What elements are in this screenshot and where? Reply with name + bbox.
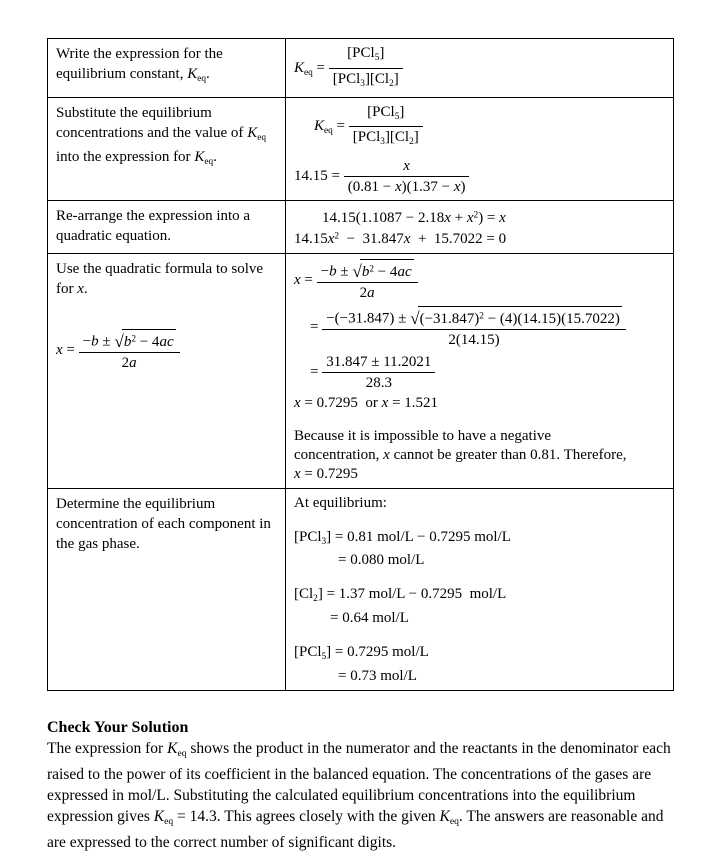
table-row (48, 39, 674, 98)
content-line: 14.15 = $\frac{x}{(0.81 - x)(1.37 - x)}$ (294, 157, 665, 196)
content-line: Substitute the equilibrium concentrations and the value of $K_{eq}$ into the expression for $K_{eq}$. (56, 104, 270, 168)
fraction: $\frac{[PCl_5]}{[PCl_3][Cl_2]}$ (349, 103, 423, 152)
check-your-solution-section (47, 717, 674, 853)
content-line: $K_{eq}$ = $\frac{[PCl_5]}{[PCl_3][Cl_2]}$ (294, 44, 665, 93)
content-line: $[Cl_2] = 1.37$ mol/L − 0.7295 mol/L (294, 586, 507, 605)
check-your-solution-heading: Check Your Solution (47, 719, 189, 737)
content-line: [PCl$_5$] = 0.7295 mol/L (294, 644, 429, 663)
step-work-cell (286, 254, 674, 488)
content-line: x = 0.7295 or x = 1.521 (294, 394, 439, 411)
content-line: At equilibrium: (294, 494, 387, 511)
content-line: = 0.73 mol/L (338, 668, 417, 685)
content-line: = $\frac{31.847 \pm 11.2021}{28.3}$ (294, 353, 665, 392)
check-your-solution-text: The expression for $K_{eq}$ shows the product in the numerator and the reactants in the denominator each raised to the power of its coefficient in the balanced equation. The concentrations of the gases are expressed in mol/L. Substituting the calculated equilibrium concentrations into the equilibrium expression gives $K_{eq} = 14.3$. This agrees closely with the given $K_{eq}$. The answers are reasonable and are expressed to the correct number of significant digits. (47, 740, 671, 851)
square-root: $√b^2 - 4ac$ (352, 259, 413, 281)
fraction: $\frac{-b \pm √b^2 - 4ac}{2a}$ (317, 259, 418, 302)
content-line: = $\frac{-(-31.847) \pm √(-31.847)^2 - (4)(14.15)(15.7022)}{2(14.15)}$ (294, 306, 665, 349)
solution-steps-table (47, 38, 674, 691)
radical-sign-icon: √ (114, 332, 124, 352)
step-description-cell (48, 488, 286, 690)
square-root: $√(-31.847)^2 - (4)(14.15)(15.7022)$ (410, 306, 622, 328)
step-work-cell (286, 39, 674, 98)
square-root: $√b^2 - 4ac$ (114, 329, 175, 351)
table-row (48, 254, 674, 488)
content-line: Use the quadratic formula to solve for x. (56, 261, 267, 298)
table-row (48, 97, 674, 201)
step-description-cell (48, 201, 286, 254)
step-work-cell (286, 488, 674, 690)
fraction: $\frac{[PCl_5]}{[PCl_3][Cl_2]}$ (329, 44, 403, 93)
content-line: $14.15x^2 - 31.847x + 15.7022 = 0$ (294, 231, 507, 248)
table-row (48, 488, 674, 690)
step-work-cell (286, 97, 674, 201)
content-line: Determine the equilibrium concentration of each component in the gas phase. (56, 495, 275, 552)
content-line: x = 0.7295 (294, 465, 358, 482)
table-row (48, 201, 674, 254)
fraction: $\frac{-(-31.847) \pm √(-31.847)^2 - (4)(14.15)(15.7022)}{2(14.15)}$ (322, 306, 626, 349)
content-line: x = $\frac{-b \pm √b^2 - 4ac}{2a}$ (294, 259, 665, 302)
content-line: Re-arrange the expression into a quadratic equation. (56, 208, 254, 245)
content-line: = 0.080 mol/L (338, 552, 425, 569)
content-line: $K_{eq}$ = $\frac{[PCl_5]}{[PCl_3][Cl_2]}$ (294, 103, 665, 152)
content-line: [PCl$_3$] = 0.81 mol/L − 0.7295 mol/L (294, 528, 511, 547)
fraction: $\frac{x}{(0.81 - x)(1.37 - x)}$ (344, 157, 470, 196)
radical-sign-icon: √ (410, 308, 420, 328)
step-description-cell (48, 39, 286, 98)
content-line: Because it is impossible to have a negative (294, 427, 552, 444)
content-line: Write the expression for the equilibrium constant, $K_{eq}$. (56, 46, 227, 84)
step-description-cell (48, 254, 286, 488)
fraction: $\frac{-b \pm √b^2 - 4ac}{2a}$ (79, 329, 180, 372)
content-line: $14.15(1.1087 - 2.18x + x^2) = x$ (322, 209, 506, 226)
content-line: concentration, x cannot be greater than 0.81. Therefore, (294, 446, 627, 463)
content-line: x = $\frac{-b \pm √b^2 - 4ac}{2a}$ (56, 329, 277, 372)
page-content (47, 38, 674, 853)
fraction: $\frac{31.847 \pm 11.2021}{28.3}$ (322, 353, 435, 392)
step-work-cell (286, 201, 674, 254)
content-line: = 0.64 mol/L (330, 610, 409, 627)
step-description-cell (48, 97, 286, 201)
radical-sign-icon: √ (352, 262, 362, 282)
